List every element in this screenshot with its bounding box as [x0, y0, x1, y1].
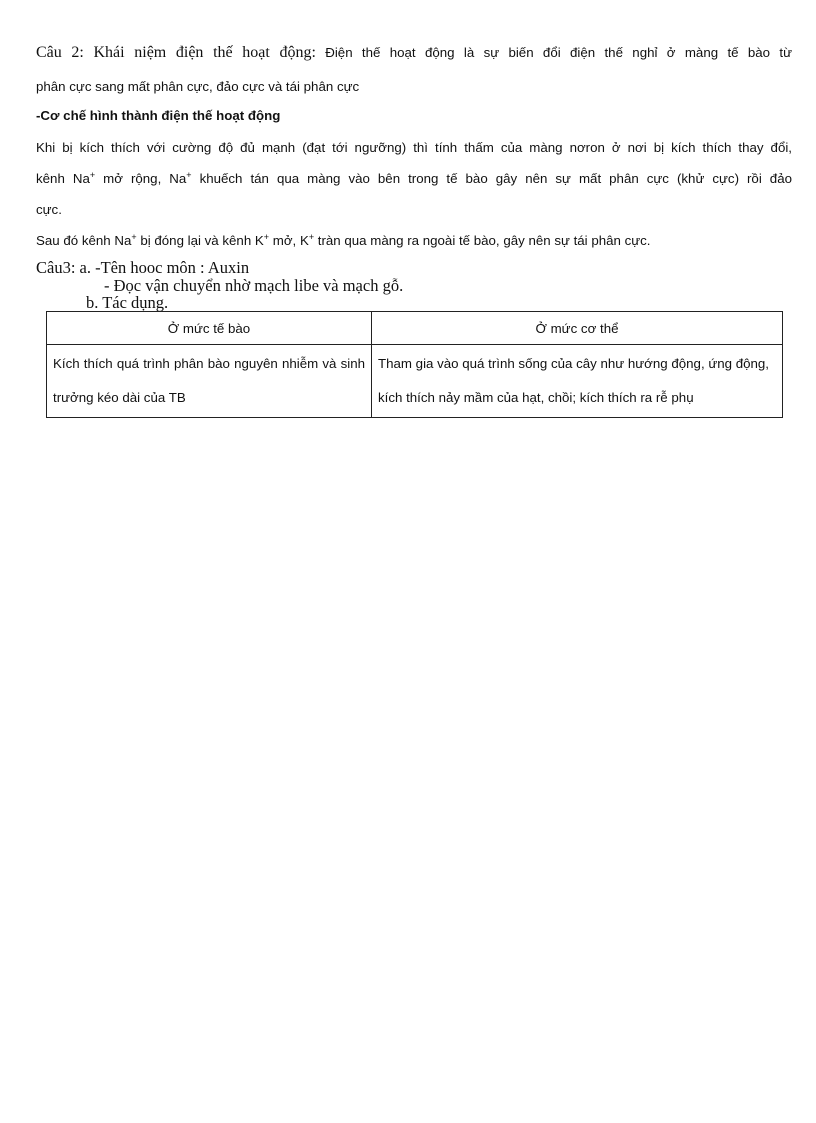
plus-superscript: + [263, 232, 270, 242]
table-header-cell: Ở mức tế bào [47, 312, 372, 345]
q3-line-a: Câu3: a. -Tên hooc môn : Auxin [36, 258, 250, 277]
q2-definition-line1: Điện thế hoạt động là sự biến đổi điện thế nghỉ ở màng tế bào từ [315, 45, 792, 60]
q2-heading: Câu 2: Khái niệm điện thế hoạt động: [36, 44, 316, 61]
text-segment: mở rộng, Na [95, 171, 187, 186]
table-cell-cell-level: Kích thích quá trình phân bào nguyên nhiễm và sinh trưởng kéo dài của TB [47, 345, 372, 418]
table-row [47, 345, 783, 418]
q2-para2 [36, 233, 792, 248]
plus-superscript: + [89, 170, 96, 180]
effects-table [46, 311, 783, 418]
plus-superscript: + [131, 232, 137, 242]
q2-mechanism-heading: -Cơ chế hình thành điện thế hoạt động [36, 108, 281, 123]
q2-para1-line3: cực. [36, 202, 62, 217]
q2-first-line [36, 44, 792, 62]
table-header-row [47, 312, 783, 345]
text-segment: khuếch tán qua màng vào bên trong tế bào gây nên sự mất phân cực (khử cực) rồi đảo [191, 171, 792, 186]
q3-line-b: b. Tác dụng. [86, 293, 169, 312]
text-segment: bị đóng lại và kênh K [136, 233, 264, 248]
text-segment: tràn qua màng ra ngoài tế bào, gây nên sự tái phân cực. [314, 233, 651, 248]
text-segment: mở, K [269, 233, 309, 248]
table-cell-body-level: Tham gia vào quá trình sống của cây như hướng động, ứng động, kích thích nảy mầm của hạt, chồi; kích thích ra rễ phụ [372, 345, 783, 418]
plus-superscript: + [308, 232, 315, 242]
plus-superscript: + [186, 170, 192, 180]
q3-line-a2: - Đọc vận chuyển nhờ mạch libe và mạch gỗ. [104, 276, 404, 295]
table-header-cell: Ở mức cơ thể [372, 312, 783, 345]
q2-definition-line2: phân cực sang mất phân cực, đảo cực và tái phân cực [36, 79, 360, 94]
q2-para1-line2 [36, 171, 792, 186]
text-segment: Sau đó kênh Na [36, 233, 132, 248]
text-segment: kênh Na [36, 171, 90, 186]
q2-para1-line1: Khi bị kích thích với cường độ đủ mạnh (đạt tới ngưỡng) thì tính thấm của màng nơron ở nơi bị kích thích thay đổi, [36, 140, 792, 155]
